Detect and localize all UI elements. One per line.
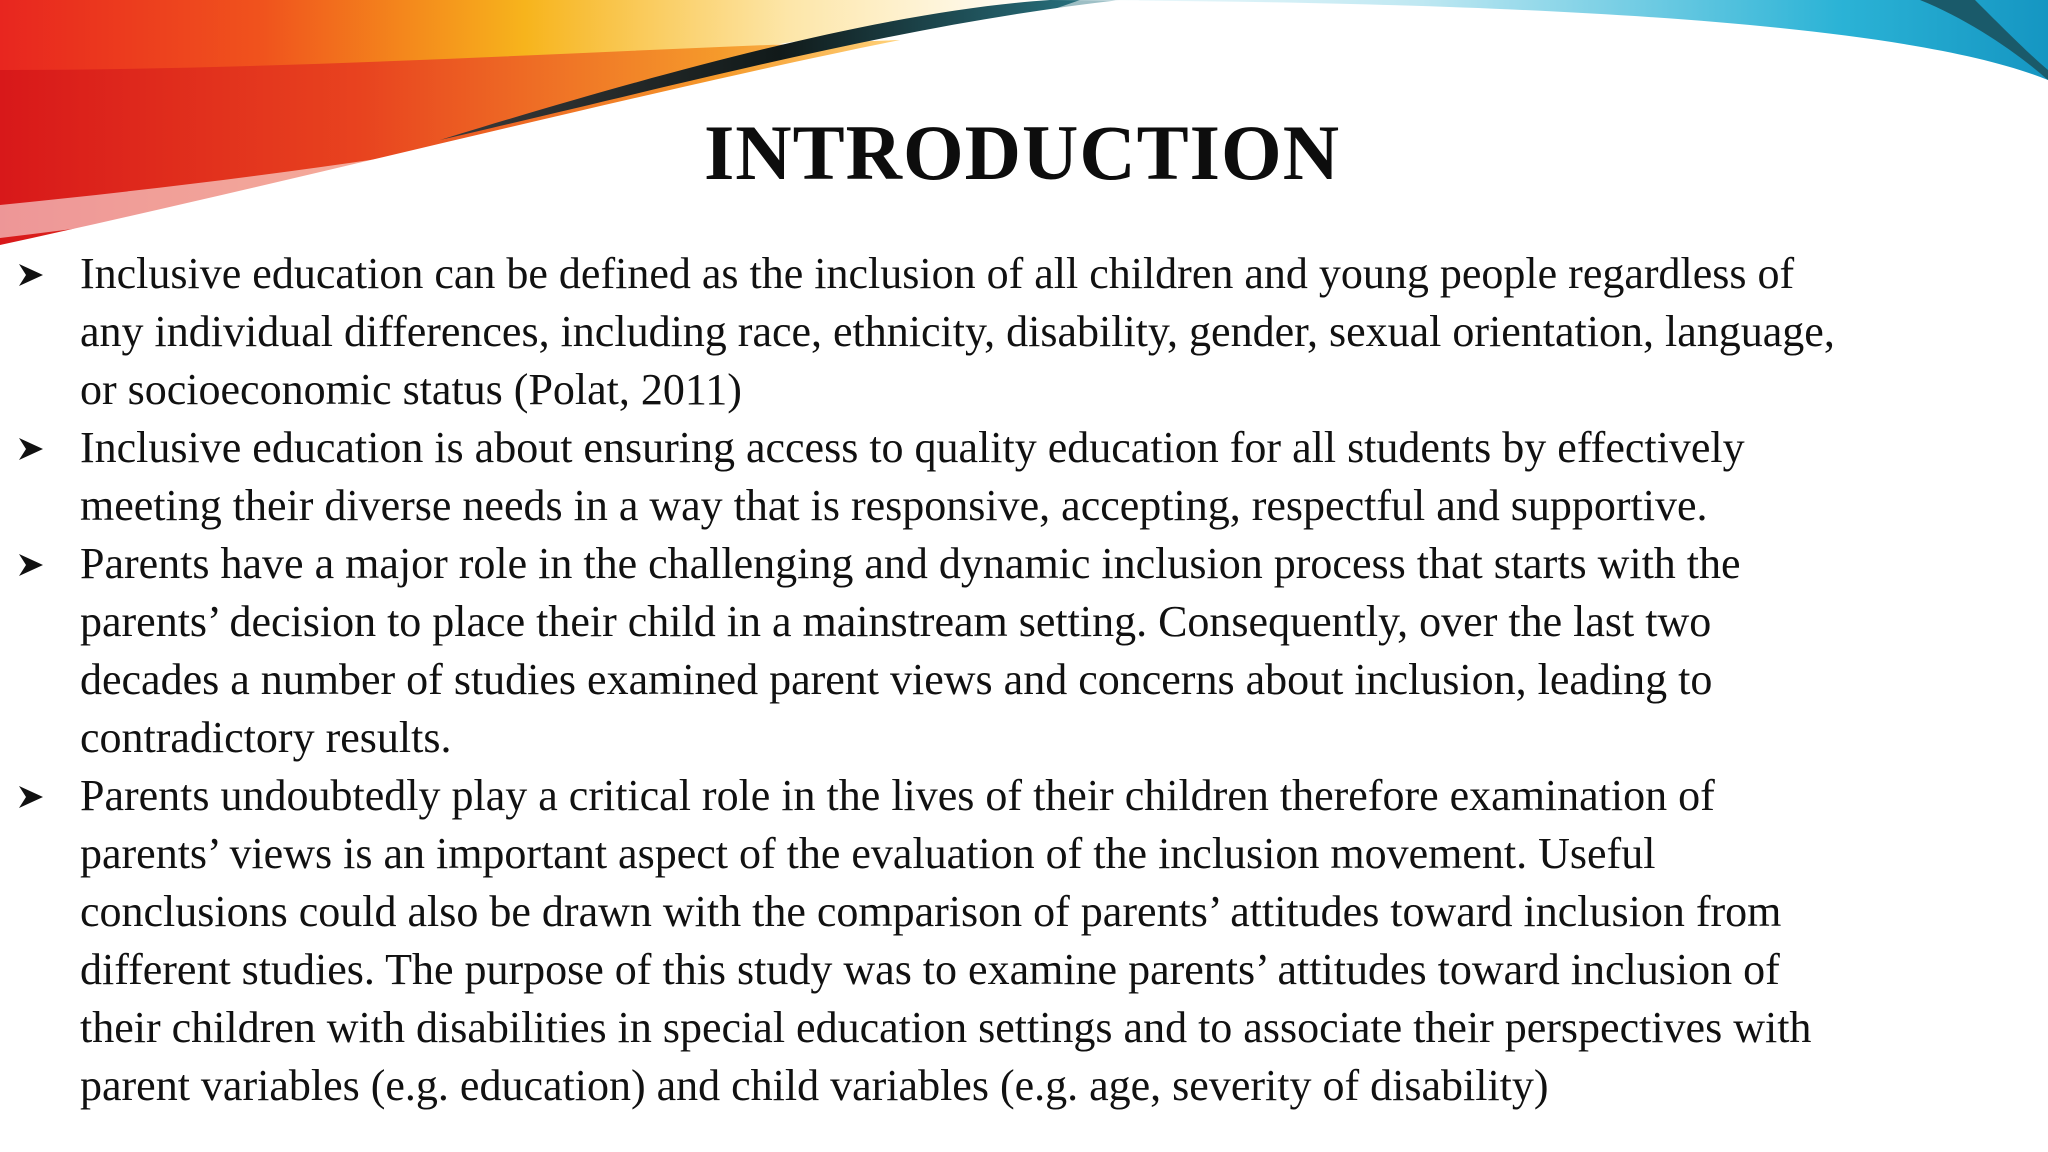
bullet-line: or socioeconomic status (Polat, 2011) [80, 365, 742, 414]
swoosh-cyan-band [1000, 0, 2048, 80]
arrowhead-bullet-icon [16, 767, 56, 825]
bullet-item [0, 245, 2048, 419]
bullet-text [80, 535, 2028, 767]
arrowhead-bullet-icon [16, 419, 56, 477]
arrowhead-bullet-icon [16, 535, 56, 593]
arrowhead-bullet-icon [16, 245, 56, 303]
bullet-line: Parents undoubtedly play a critical role in the lives of their children therefore examination of [80, 771, 1715, 820]
bullet-item [0, 419, 2048, 535]
bullet-item [0, 535, 2048, 767]
bullet-text [80, 419, 2028, 535]
bullet-text [80, 767, 2028, 1115]
bullet-list [0, 245, 2048, 1115]
bullet-line: parent variables (e.g. education) and child variables (e.g. age, severity of disability) [80, 1061, 1549, 1110]
bullet-line: Inclusive education can be defined as the inclusion of all children and young people regardless of [80, 249, 1795, 298]
bullet-line: Inclusive education is about ensuring access to quality education for all students by effectively [80, 423, 1745, 472]
bullet-line: conclusions could also be drawn with the comparison of parents’ attitudes toward inclusion from [80, 887, 1782, 936]
bullet-line: Parents have a major role in the challenging and dynamic inclusion process that starts with the [80, 539, 1741, 588]
bullet-item [0, 767, 2048, 1115]
slide-title [0, 108, 2048, 198]
bullet-line: different studies. The purpose of this study was to examine parents’ attitudes toward inclusion of [80, 945, 1780, 994]
bullet-line: parents’ views is an important aspect of the evaluation of the inclusion movement. Useful [80, 829, 1656, 878]
slide-title-text: INTRODUCTION [703, 109, 1341, 196]
bullet-line: their children with disabilities in special education settings and to associate their perspectives with [80, 1003, 1812, 1052]
bullet-line: parents’ decision to place their child in a mainstream setting. Consequently, over the last two [80, 597, 1712, 646]
bullet-line: meeting their diverse needs in a way that is responsive, accepting, respectful and supportive. [80, 481, 1708, 530]
bullet-line: decades a number of studies examined parent views and concerns about inclusion, leading to [80, 655, 1713, 704]
bullet-line: contradictory results. [80, 713, 452, 762]
bullet-line: any individual differences, including race, ethnicity, disability, gender, sexual orientation, language, [80, 307, 1835, 356]
bullet-text [80, 245, 2028, 419]
